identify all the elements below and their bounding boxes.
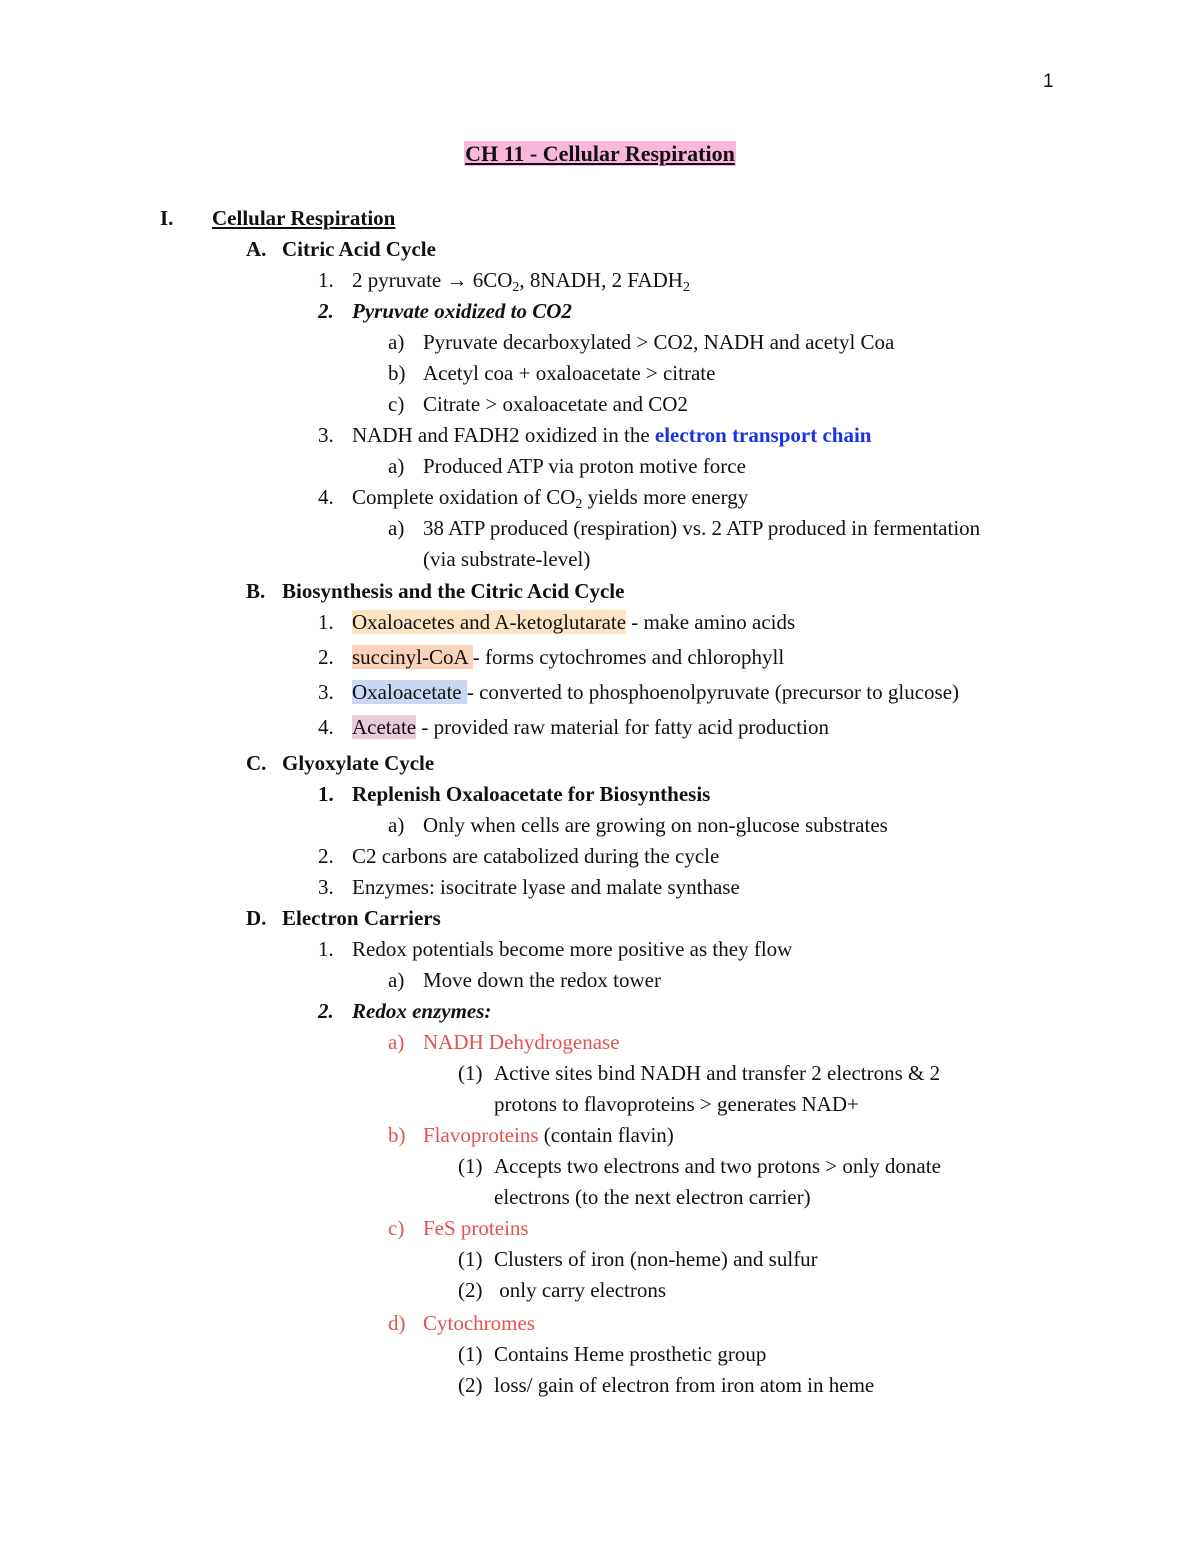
d-item-2b-1-marker: (1) [458, 1154, 483, 1178]
d-item-2d-1-marker: (1) [458, 1342, 483, 1366]
d-item-2-marker: 2. [318, 999, 334, 1023]
d-item-1a-text: Move down the redox tower [423, 968, 661, 992]
c-item-2-marker: 2. [318, 844, 334, 868]
section-i-marker: I. [160, 206, 174, 230]
section-d-marker: D. [246, 906, 267, 930]
d-item-2b-1-line1: Accepts two electrons and two protons > only donate [494, 1154, 941, 1178]
page-number: 1 [1043, 71, 1054, 92]
c-item-1a-marker: a) [388, 813, 405, 837]
b-item-3-text: Oxaloacetate - converted to phosphoenolpyruvate (precursor to glucose) [352, 680, 960, 704]
d-item-2c-1-text: Clusters of iron (non-heme) and sulfur [494, 1247, 818, 1271]
d-item-1-marker: 1. [318, 937, 334, 961]
a-item-3a-marker: a) [388, 454, 405, 478]
d-item-2a-marker: a) [388, 1030, 405, 1054]
b-item-2-text: succinyl-CoA - forms cytochromes and chlorophyll [352, 645, 785, 669]
d-item-2d-text: Cytochromes [423, 1311, 535, 1335]
d-item-2c-2-marker: (2) [458, 1278, 483, 1302]
b-item-2-marker: 2. [318, 645, 334, 669]
d-item-2d-2-marker: (2) [458, 1373, 483, 1397]
b-item-3-marker: 3. [318, 680, 334, 704]
d-item-2a-1-line2: protons to flavoproteins > generates NAD+ [494, 1092, 859, 1116]
section-c-label: Glyoxylate Cycle [282, 751, 435, 775]
d-item-2-label: Redox enzymes: [352, 999, 492, 1023]
d-item-2c-1-marker: (1) [458, 1247, 483, 1271]
b-item-1-marker: 1. [318, 610, 334, 634]
c-item-1-marker: 1. [318, 782, 334, 806]
page-title: CH 11 - Cellular Respiration [465, 141, 735, 166]
section-b-label: Biosynthesis and the Citric Acid Cycle [282, 579, 625, 603]
section-b-marker: B. [246, 579, 266, 603]
d-item-1a-marker: a) [388, 968, 405, 992]
a-item-2b-marker: b) [388, 361, 406, 385]
etc-highlight: electron transport chain [654, 423, 872, 447]
a-item-2-marker: 2. [318, 299, 334, 323]
section-i-label: Cellular Respiration [212, 206, 396, 230]
c-item-3-text: Enzymes: isocitrate lyase and malate synthase [352, 875, 740, 899]
section-a-label: Citric Acid Cycle [282, 237, 436, 261]
a-item-4-marker: 4. [318, 485, 334, 509]
d-item-2b-text: Flavoproteins (contain flavin) [423, 1123, 674, 1147]
a-item-2c-marker: c) [388, 392, 405, 416]
b-item-4-marker: 4. [318, 715, 334, 739]
a-item-4a-marker: a) [388, 516, 405, 540]
d-item-2c-text: FeS proteins [423, 1216, 529, 1240]
a-item-2c-text: Citrate > oxaloacetate and CO2 [423, 392, 688, 416]
section-a-marker: A. [246, 237, 267, 261]
a-item-3a-text: Produced ATP via proton motive force [423, 454, 746, 478]
d-item-2a-1-line1: Active sites bind NADH and transfer 2 electrons & 2 [494, 1061, 941, 1085]
a-item-2a-marker: a) [388, 330, 405, 354]
c-item-2-text: C2 carbons are catabolized during the cycle [352, 844, 720, 868]
a-item-1-marker: 1. [318, 268, 334, 292]
d-item-2d-1-text: Contains Heme prosthetic group [494, 1342, 767, 1366]
a-item-4a-line1: 38 ATP produced (respiration) vs. 2 ATP produced in fermentation [423, 516, 981, 540]
d-item-2c-marker: c) [388, 1216, 405, 1240]
d-item-2c-2-text: only carry electrons [494, 1278, 667, 1302]
a-item-2b-text: Acetyl coa + oxaloacetate > citrate [423, 361, 716, 385]
a-item-2a-text: Pyruvate decarboxylated > CO2, NADH and acetyl Coa [423, 330, 895, 354]
d-item-1-text: Redox potentials become more positive as they flow [352, 937, 793, 961]
b-item-4-text: Acetate - provided raw material for fatty acid production [352, 715, 829, 739]
b-item-1-text: Oxaloacetes and A-ketoglutarate - make amino acids [352, 610, 796, 634]
c-item-3-marker: 3. [318, 875, 334, 899]
c-item-1-label: Replenish Oxaloacetate for Biosynthesis [352, 782, 711, 806]
d-item-2b-marker: b) [388, 1123, 406, 1147]
a-item-2-label: Pyruvate oxidized to CO2 [352, 299, 572, 323]
d-item-2d-marker: d) [388, 1311, 406, 1335]
c-item-1a-text: Only when cells are growing on non-glucose substrates [423, 813, 888, 837]
section-d-label: Electron Carriers [282, 906, 441, 930]
a-item-1-text: 2 pyruvate → $6CO_2$, 8NADH, 2 $FADH_2$ [352, 268, 690, 295]
a-item-4-text: Complete oxidation of $CO_2$ yields more energy [352, 485, 749, 512]
d-item-2a-text: NADH Dehydrogenase [423, 1030, 620, 1054]
a-item-3-marker: 3. [318, 423, 334, 447]
section-c-marker: C. [246, 751, 267, 775]
a-item-4a-line2: (via substrate-level) [423, 547, 591, 571]
d-item-2d-2-text: loss/ gain of electron from iron atom in heme [494, 1373, 875, 1397]
d-item-2a-1-marker: (1) [458, 1061, 483, 1085]
a-item-3-text: NADH and FADH2 oxidized in the electron transport chain [352, 423, 872, 447]
d-item-2b-1-line2: electrons (to the next electron carrier) [494, 1185, 811, 1209]
